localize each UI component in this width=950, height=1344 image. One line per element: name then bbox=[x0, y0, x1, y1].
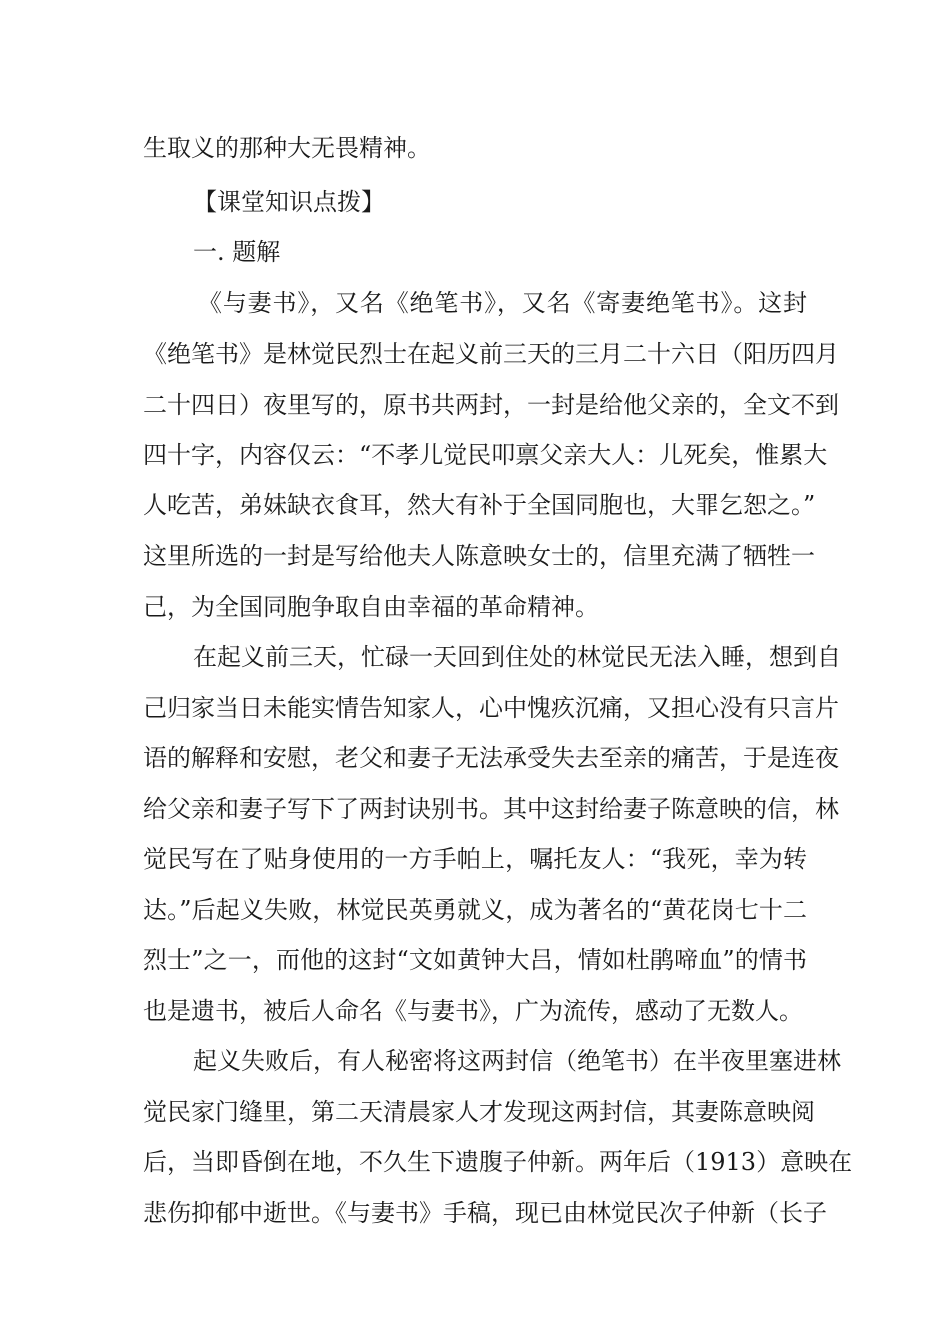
paragraph-line-11: 在起义前三天，忙碌一天回到住处的林觉民无法入睡，想到自 bbox=[193, 643, 841, 671]
paragraph-line-22: 悲伤抑郁中逝世。《与妻书》手稿，现已由林觉民次子仲新（长子 bbox=[143, 1199, 827, 1227]
paragraph-line-8: 人吃苦，弟妹缺衣食耳，然大有补于全国同胞也，大罪乞恕之。” bbox=[143, 491, 816, 519]
paragraph-line-9: 这里所选的一封是写给他夫人陈意映女士的，信里充满了牺牲一 bbox=[143, 542, 815, 570]
paragraph-line-16: 达。”后起义失败，林觉民英勇就义，成为著名的“黄花岗七十二 bbox=[143, 896, 807, 924]
paragraph-line-21: 后，当即昏倒在地，不久生下遗腹子仲新。两年后（1913）意映在 bbox=[143, 1148, 853, 1176]
paragraph-line-15: 觉民写在了贴身使用的一方手帕上，嘱托友人：“我死，幸为转 bbox=[143, 845, 807, 873]
paragraph-line-18: 也是遗书，被后人命名《与妻书》，广为流传，感动了无数人。 bbox=[143, 997, 803, 1025]
paragraph-line-14: 给父亲和妻子写下了两封诀别书。其中这封给妻子陈意映的信，林 bbox=[143, 795, 839, 823]
paragraph-line-5: 《绝笔书》是林觉民烈士在起义前三天的三月二十六日（阳历四月 bbox=[143, 340, 839, 368]
section-heading: 【课堂知识点拨】 bbox=[193, 188, 385, 216]
paragraph-line-20: 觉民家门缝里，第二天清晨家人才发现这两封信，其妻陈意映阅 bbox=[143, 1098, 815, 1126]
paragraph-line-10: 己，为全国同胞争取自由幸福的革命精神。 bbox=[143, 593, 599, 621]
paragraph-line-4: 《与妻书》，又名《绝笔书》，又名《寄妻绝笔书》。这封 bbox=[198, 289, 807, 317]
paragraph-line-12: 己归家当日未能实情告知家人，心中愧疚沉痛，又担心没有只言片 bbox=[143, 694, 839, 722]
paragraph-line-13: 语的解释和安慰，老父和妻子无法承受失去至亲的痛苦，于是连夜 bbox=[143, 744, 839, 772]
paragraph-line-17: 烈士”之一，而他的这封“文如黄钟大吕，情如杜鹃啼血”的情书 bbox=[143, 946, 807, 974]
paragraph-line-6: 二十四日）夜里写的，原书共两封，一封是给他父亲的，全文不到 bbox=[143, 391, 839, 419]
text-line-1: 生取义的那种大无畏精神。 bbox=[143, 134, 431, 162]
paragraph-line-7: 四十字，内容仅云：“不孝儿觉民叩禀父亲大人：儿死矣，惟累大 bbox=[143, 441, 828, 469]
paragraph-line-19: 起义失败后，有人秘密将这两封信（绝笔书）在半夜里塞进林 bbox=[193, 1047, 841, 1075]
subsection-heading: 一. 题解 bbox=[193, 238, 281, 266]
